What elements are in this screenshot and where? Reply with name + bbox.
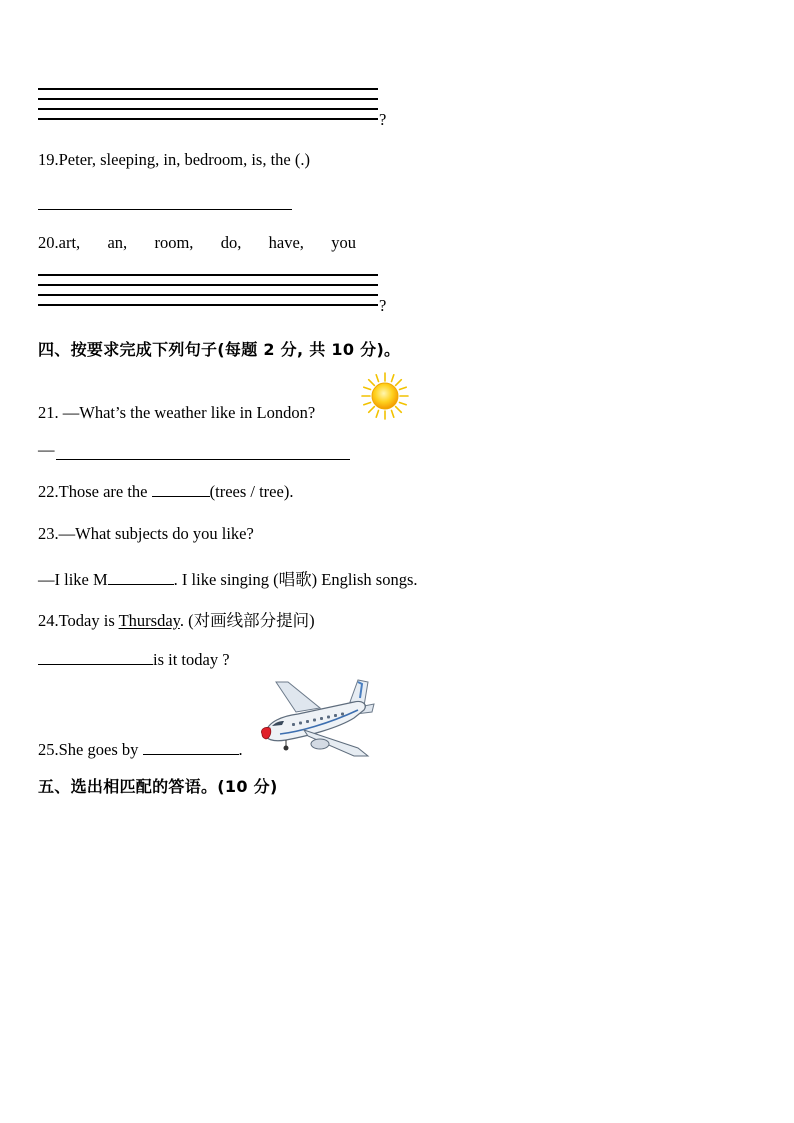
q23-answer [38,566,418,590]
q20-word: room, [154,233,194,252]
answer-line[interactable] [38,294,378,296]
q24-text-after: . (对画线部分提问) [179,611,315,630]
q20-word: have, [268,233,304,252]
sun-icon [361,372,409,420]
answer-line[interactable] [38,284,378,286]
q25-blank[interactable] [143,740,239,755]
q19-prompt: 19.Peter, sleeping, in, bedroom, is, the (.) [38,150,310,169]
q21-answer-prefix: — [38,440,55,459]
q22-text-after: (trees / tree). [209,482,294,501]
q23-blank[interactable] [108,570,174,585]
q23-answer-after: . I like singing (唱歌) English songs. [173,570,418,589]
q25-prompt [38,740,243,760]
q20-word: you [331,233,356,252]
q21-answer-line[interactable] [56,459,350,460]
q22-blank[interactable] [152,482,210,497]
q19-answer-line[interactable] [38,209,292,210]
q24-blank[interactable] [38,650,153,665]
q22-text-before: 22.Those are the [38,482,148,501]
q21-question: 21. —What’s the weather like in London? [38,403,316,422]
q24-answer-text: is it today ? [153,650,230,669]
q24-prompt [38,607,315,631]
q20-word: do, [220,233,242,252]
q20-word: 20.art, [38,233,81,252]
q18-end-mark: ? [379,110,387,129]
section-4-heading: 四、按要求完成下列句子(每题 2 分, 共 10 分)。 [38,340,401,359]
section-5-heading: 五、选出相匹配的答语。(10 分) [38,777,278,796]
q23-question: 23.—What subjects do you like? [38,524,254,543]
q24-answer [38,650,230,670]
q25-text-before: 25.She goes by [38,740,139,759]
answer-line[interactable] [38,274,378,276]
q20-word: an, [107,233,128,252]
airplane-icon [258,678,376,758]
answer-line[interactable] [38,304,378,306]
q24-underlined-word: Thursday [118,611,180,630]
q24-text-before: 24.Today is [38,611,119,630]
q25-text-after: . [238,740,243,759]
q20-prompt [38,233,356,253]
answer-line[interactable] [38,98,378,100]
q23-answer-before: —I like M [38,570,108,589]
answer-line[interactable] [38,108,378,110]
answer-line[interactable] [38,88,378,90]
q20-end-mark: ? [379,296,387,315]
q22-prompt [38,482,293,502]
answer-line[interactable] [38,118,378,120]
